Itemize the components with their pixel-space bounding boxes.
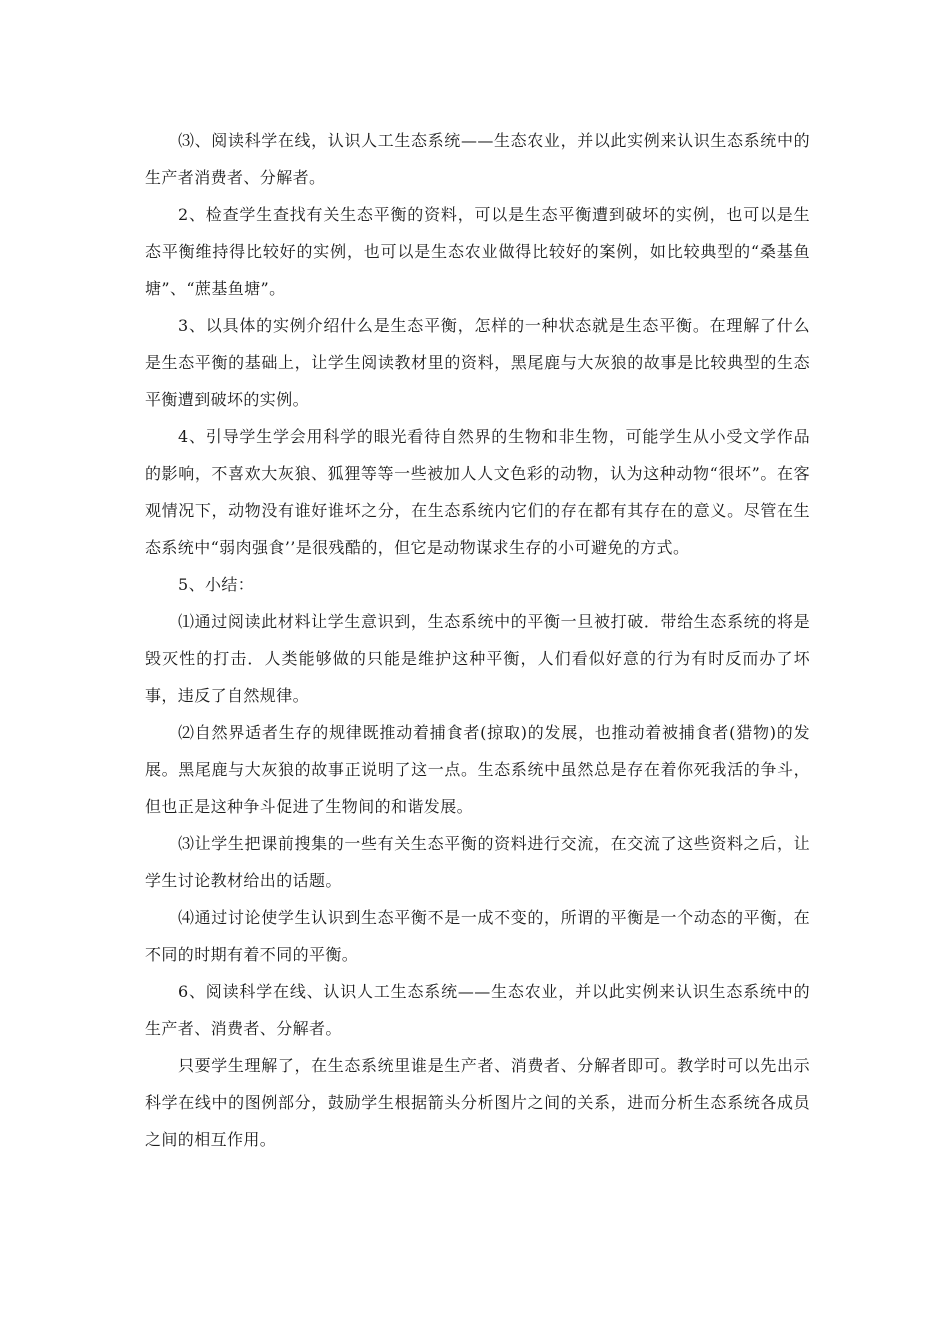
paragraph-closing: 只要学生理解了，在生态系统里谁是生产者、消费者、分解者即可。教学时可以先出示科学在线中的图例部分，鼓励学生根据箭头分析图片之间的关系，进而分析生态系统各成员之间的相互作用。 [145, 1056, 810, 1149]
document-body [145, 122, 810, 1158]
paragraph-summary-4: ⑷通过讨论使学生认识到生态平衡不是一成不变的，所谓的平衡是一个动态的平衡，在不同的时期有着不同的平衡。 [145, 908, 810, 964]
paragraph-summary-3: ⑶让学生把课前搜集的一些有关生态平衡的资料进行交流，在交流了这些资料之后，让学生讨论教材给出的话题。 [145, 834, 810, 890]
paragraph-summary-2: ⑵自然界适者生存的规律既推动着捕食者(掠取)的发展，也推动着被捕食者(猎物)的发展。黑尾鹿与大灰狼的故事正说明了这一点。生态系统中虽然总是存在着你死我活的争斗，但也正是这种争斗促进了生物间的和谐发展。 [145, 723, 810, 816]
paragraph-step-4: 4、引导学生学会用科学的眼光看待自然界的生物和非生物，可能学生从小受文学作品的影响，不喜欢大灰狼、狐狸等等一些被加人人文色彩的动物，认为这种动物“很坏”。在客观情况下，动物没有谁好谁坏之分，在生态系统内它们的存在都有其存在的意义。尽管在生态系统中“弱肉强食’’是很残酷的，但它是动物谋求生存的小可避免的方式。 [145, 427, 810, 557]
paragraph-summary-1: ⑴通过阅读此材料让学生意识到，生态系统中的平衡一旦被打破．带给生态系统的将是毁灭性的打击．人类能够做的只能是维护这种平衡，人们看似好意的行为有时反而办了坏事，违反了自然规律。 [145, 612, 810, 705]
paragraph-step-5-summary: 5、小结： [178, 575, 255, 594]
paragraph-step-3: 3、以具体的实例介绍什么是生态平衡，怎样的一种状态就是生态平衡。在理解了什么是生态平衡的基础上，让学生阅读教材里的资料，黑尾鹿与大灰狼的故事是比较典型的生态平衡遭到破坏的实例。 [145, 316, 810, 409]
paragraph-step-6: 6、阅读科学在线、认识人工生态系统——生态农业，并以此实例来认识生态系统中的生产者、消费者、分解者。 [145, 982, 810, 1038]
paragraph-step-2: 2、检查学生查找有关生态平衡的资料，可以是生态平衡遭到破坏的实例，也可以是生态平衡维持得比较好的实例，也可以是生态农业做得比较好的案例，如比较典型的“桑基鱼塘”、“蔗基鱼塘”。 [145, 205, 810, 298]
paragraph-reading-online: ⑶、阅读科学在线，认识人工生态系统——生态农业，并以此实例来认识生态系统中的生产者消费者、分解者。 [145, 131, 810, 187]
